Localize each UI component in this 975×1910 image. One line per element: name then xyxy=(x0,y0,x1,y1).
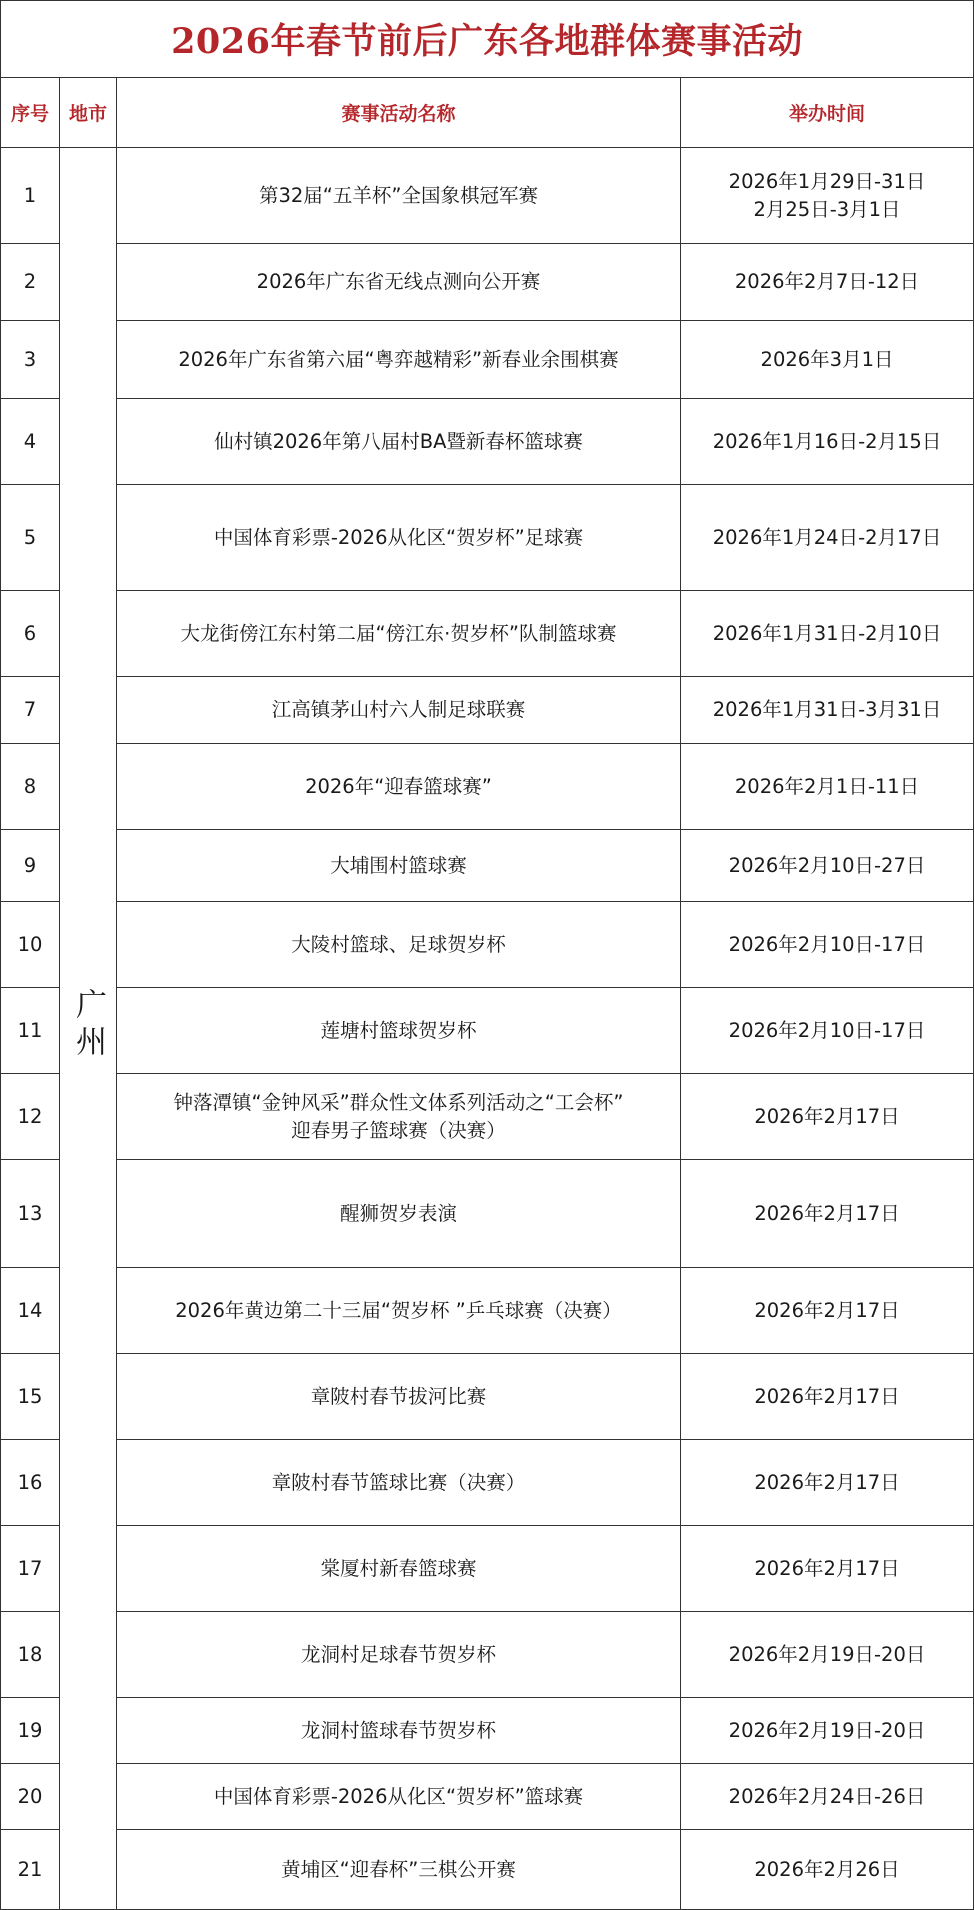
event-time: 2026年3月1日 xyxy=(760,347,894,371)
event-name: 中国体育彩票-2026从化区“贺岁杯”足球赛 xyxy=(213,525,584,549)
event-name-cell xyxy=(117,1526,681,1612)
event-time-cell xyxy=(681,1698,974,1764)
event-name-cell xyxy=(117,902,681,988)
table-row xyxy=(1,1440,974,1526)
event-name-cell xyxy=(117,321,681,399)
event-time: 2026年2月17日 xyxy=(754,1298,900,1322)
table-row xyxy=(1,1074,974,1160)
event-time: 2026年2月17日 xyxy=(754,1384,900,1408)
event-name-cell xyxy=(117,1074,681,1160)
event-time: 2026年2月17日 xyxy=(754,1104,900,1128)
city-cell xyxy=(60,148,117,1910)
event-name: 第32届“五羊杯”全国象棋冠军赛 xyxy=(258,183,539,207)
event-name-cell xyxy=(117,399,681,485)
event-time: 2026年1月31日-3月31日 xyxy=(712,698,942,721)
event-name: 江高镇茅山村六人制足球联赛 xyxy=(271,698,526,721)
table-row xyxy=(1,1354,974,1440)
table-row xyxy=(1,1268,974,1354)
event-time-cell xyxy=(681,677,974,744)
table-row xyxy=(1,677,974,744)
row-number: 3 xyxy=(1,321,60,399)
event-time-cell xyxy=(681,1440,974,1526)
event-time-cell xyxy=(681,321,974,399)
event-time: 2026年2月10日-17日 xyxy=(728,932,926,956)
event-time: 2026年2月19日-20日 xyxy=(728,1718,926,1742)
header-name: 赛事活动名称 xyxy=(117,78,681,148)
table-row xyxy=(1,148,974,244)
event-time: 2026年2月10日-27日 xyxy=(728,853,926,877)
event-time-cell xyxy=(681,1764,974,1830)
row-number: 15 xyxy=(1,1354,60,1440)
event-name: 2026年广东省第六届“粤弈越精彩”新春业余围棋赛 xyxy=(178,347,619,371)
event-name-cell xyxy=(117,1268,681,1354)
event-time: 2026年2月26日 xyxy=(754,1857,900,1881)
table-row xyxy=(1,1830,974,1910)
event-time: 2026年1月29日-31日 2月25日-3月1日 xyxy=(728,169,926,221)
event-name-cell xyxy=(117,988,681,1074)
event-name-cell xyxy=(117,677,681,744)
event-name: 龙洞村足球春节贺岁杯 xyxy=(300,1642,496,1666)
header-no: 序号 xyxy=(1,78,60,148)
row-number: 12 xyxy=(1,1074,60,1160)
row-number: 21 xyxy=(1,1830,60,1910)
event-name: 章陂村春节拔河比赛 xyxy=(310,1384,487,1408)
event-name: 莲塘村篮球贺岁杯 xyxy=(320,1018,477,1042)
event-time: 2026年1月16日-2月15日 xyxy=(712,429,942,453)
event-time-cell xyxy=(681,1612,974,1698)
event-name: 大陵村篮球、足球贺岁杯 xyxy=(291,932,506,956)
table-row xyxy=(1,244,974,321)
event-time-cell xyxy=(681,1354,974,1440)
table-row xyxy=(1,321,974,399)
row-number: 19 xyxy=(1,1698,60,1764)
event-name: 龙洞村篮球春节贺岁杯 xyxy=(300,1718,496,1742)
event-name-cell xyxy=(117,830,681,902)
header-city: 地市 xyxy=(60,78,117,148)
row-number: 11 xyxy=(1,988,60,1074)
event-name: 中国体育彩票-2026从化区“贺岁杯”篮球赛 xyxy=(213,1784,584,1808)
event-name-cell xyxy=(117,1698,681,1764)
table-row xyxy=(1,744,974,830)
event-time: 2026年2月1日-11日 xyxy=(734,774,920,798)
event-time: 2026年2月17日 xyxy=(754,1201,900,1225)
row-number: 18 xyxy=(1,1612,60,1698)
event-time: 2026年2月17日 xyxy=(754,1556,900,1580)
table-header-row xyxy=(1,78,974,148)
table-row xyxy=(1,399,974,485)
event-name: 仙村镇2026年第八届村BA暨新春杯篮球赛 xyxy=(214,429,583,453)
row-number: 6 xyxy=(1,591,60,677)
row-number: 13 xyxy=(1,1160,60,1268)
event-name: 2026年广东省无线点测向公开赛 xyxy=(256,270,541,293)
event-time: 2026年2月19日-20日 xyxy=(728,1642,926,1666)
event-name: 大龙街傍江东村第二届“傍江东·贺岁杯”队制篮球赛 xyxy=(180,621,617,645)
event-time-cell xyxy=(681,591,974,677)
row-number: 16 xyxy=(1,1440,60,1526)
table-row xyxy=(1,1764,974,1830)
page-title: 2026年春节前后广东各地群体赛事活动 xyxy=(1,1,974,78)
event-name: 大埔围村篮球赛 xyxy=(330,853,467,877)
event-name: 章陂村春节篮球比赛（决赛） xyxy=(271,1470,526,1494)
table-row xyxy=(1,988,974,1074)
event-name: 棠厦村新春篮球赛 xyxy=(320,1556,477,1580)
event-time-cell xyxy=(681,1268,974,1354)
event-time-cell xyxy=(681,830,974,902)
table-row xyxy=(1,1526,974,1612)
event-name-cell xyxy=(117,485,681,591)
row-number: 14 xyxy=(1,1268,60,1354)
event-name-cell xyxy=(117,1440,681,1526)
table-row xyxy=(1,591,974,677)
row-number: 10 xyxy=(1,902,60,988)
table-row xyxy=(1,902,974,988)
event-time-cell xyxy=(681,1526,974,1612)
event-name-cell xyxy=(117,1830,681,1910)
event-time: 2026年2月24日-26日 xyxy=(728,1784,926,1808)
event-name-cell xyxy=(117,148,681,244)
event-name-cell xyxy=(117,244,681,321)
table-row xyxy=(1,830,974,902)
event-name: 2026年黄边第二十三届“贺岁杯 ”乒乓球赛（决赛） xyxy=(175,1298,622,1322)
event-time-cell xyxy=(681,1830,974,1910)
event-name-cell xyxy=(117,591,681,677)
event-time-cell xyxy=(681,988,974,1074)
event-name: 醒狮贺岁表演 xyxy=(339,1201,457,1225)
event-time-cell xyxy=(681,485,974,591)
event-time: 2026年2月17日 xyxy=(754,1470,900,1494)
row-number: 8 xyxy=(1,744,60,830)
event-time: 2026年2月10日-17日 xyxy=(728,1018,926,1042)
header-time: 举办时间 xyxy=(681,78,974,148)
event-time-cell xyxy=(681,744,974,830)
event-name-cell xyxy=(117,1160,681,1268)
row-number: 17 xyxy=(1,1526,60,1612)
event-time-cell xyxy=(681,244,974,321)
event-name-cell xyxy=(117,1612,681,1698)
event-time-cell xyxy=(681,148,974,244)
table-row xyxy=(1,1612,974,1698)
row-number: 4 xyxy=(1,399,60,485)
event-name: 钟落潭镇“金钟风采”群众性文体系列活动之“工会杯” 迎春男子篮球赛（决赛） xyxy=(173,1090,624,1142)
event-time-cell xyxy=(681,399,974,485)
event-name: 黄埔区“迎春杯”三棋公开赛 xyxy=(281,1857,516,1881)
event-name-cell xyxy=(117,1764,681,1830)
row-number: 5 xyxy=(1,485,60,591)
row-number: 9 xyxy=(1,830,60,902)
row-number: 20 xyxy=(1,1764,60,1830)
event-time-cell xyxy=(681,902,974,988)
event-time: 2026年1月24日-2月17日 xyxy=(712,525,942,549)
row-number: 7 xyxy=(1,677,60,744)
table-row xyxy=(1,485,974,591)
table-row xyxy=(1,1160,974,1268)
event-time: 2026年1月31日-2月10日 xyxy=(712,621,942,645)
event-time-cell xyxy=(681,1160,974,1268)
event-time-cell xyxy=(681,1074,974,1160)
event-time: 2026年2月7日-12日 xyxy=(734,270,920,293)
city-label: 广州 xyxy=(70,987,106,1062)
event-name-cell xyxy=(117,1354,681,1440)
row-number: 2 xyxy=(1,244,60,321)
event-name: 2026年“迎春篮球赛” xyxy=(305,774,492,798)
event-name-cell xyxy=(117,744,681,830)
table-row xyxy=(1,1698,974,1764)
row-number: 1 xyxy=(1,148,60,244)
